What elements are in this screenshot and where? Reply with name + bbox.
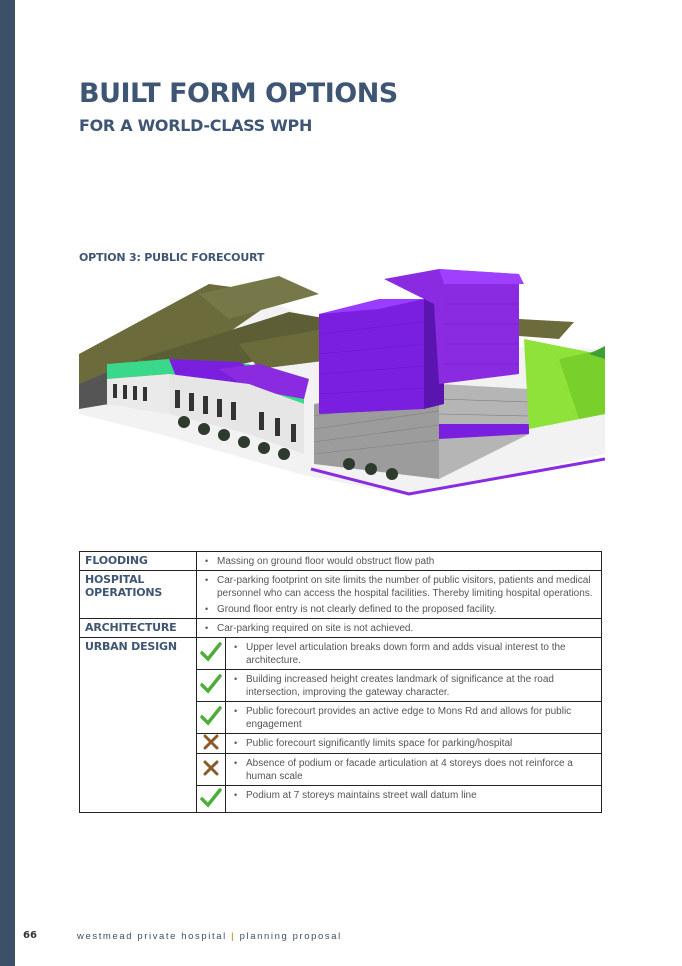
- category-label: HOSPITAL OPERATIONS: [80, 571, 197, 619]
- cross-icon: [202, 734, 220, 750]
- bullet-item: • Upper level articulation breaks down form and adds visual interest to the architecture.: [234, 642, 566, 666]
- page-footer: [0, 930, 682, 946]
- table-row: [80, 638, 602, 670]
- table-row: [80, 571, 602, 619]
- check-icon: [200, 788, 222, 808]
- category-label: FLOODING: [80, 552, 197, 571]
- criteria-table: [79, 551, 602, 813]
- bullet-item: • Ground floor entry is not clearly defined to the proposed facility.: [205, 604, 497, 615]
- category-label: URBAN DESIGN: [80, 638, 197, 813]
- check-icon: [200, 642, 222, 662]
- check-icon: [200, 674, 222, 694]
- cross-icon: [202, 760, 220, 776]
- sidebar-strip: [0, 0, 15, 966]
- table-row: [80, 619, 602, 638]
- check-icon: [200, 706, 222, 726]
- bullet-item: • Public forecourt significantly limits space for parking/hospital: [234, 738, 513, 749]
- bullet-item: • Absence of podium or facade articulation at 4 storeys does not reinforce a human scale: [234, 758, 573, 782]
- page-subtitle: FOR A WORLD-CLASS WPH: [79, 116, 313, 135]
- bullet-item: • Car-parking required on site is not achieved.: [205, 623, 414, 634]
- footer-text: westmead private hospital | planning proposal: [77, 931, 342, 942]
- table-row: [80, 552, 602, 571]
- page-title: BUILT FORM OPTIONS: [79, 78, 398, 109]
- option-heading: OPTION 3: PUBLIC FORECOURT: [79, 251, 265, 264]
- bullet-item: • Massing on ground floor would obstruct flow path: [205, 556, 435, 567]
- bullet-item: • Building increased height creates landmark of significance at the road intersection, improving the gateway character.: [234, 674, 554, 698]
- massing-render: [79, 264, 605, 498]
- bullet-item: • Public forecourt provides an active edge to Mons Rd and allows for public engagement: [234, 706, 572, 730]
- page-number: 66: [23, 930, 37, 941]
- bullet-item: • Car-parking footprint on site limits the number of public visitors, patients and medical personnel who can access the hospital facilities. Thereby limiting hospital operations.: [205, 575, 593, 599]
- bullet-item: • Podium at 7 storeys maintains street wall datum line: [234, 790, 477, 801]
- footer-separator: |: [231, 931, 236, 942]
- category-label: ARCHITECTURE: [80, 619, 197, 638]
